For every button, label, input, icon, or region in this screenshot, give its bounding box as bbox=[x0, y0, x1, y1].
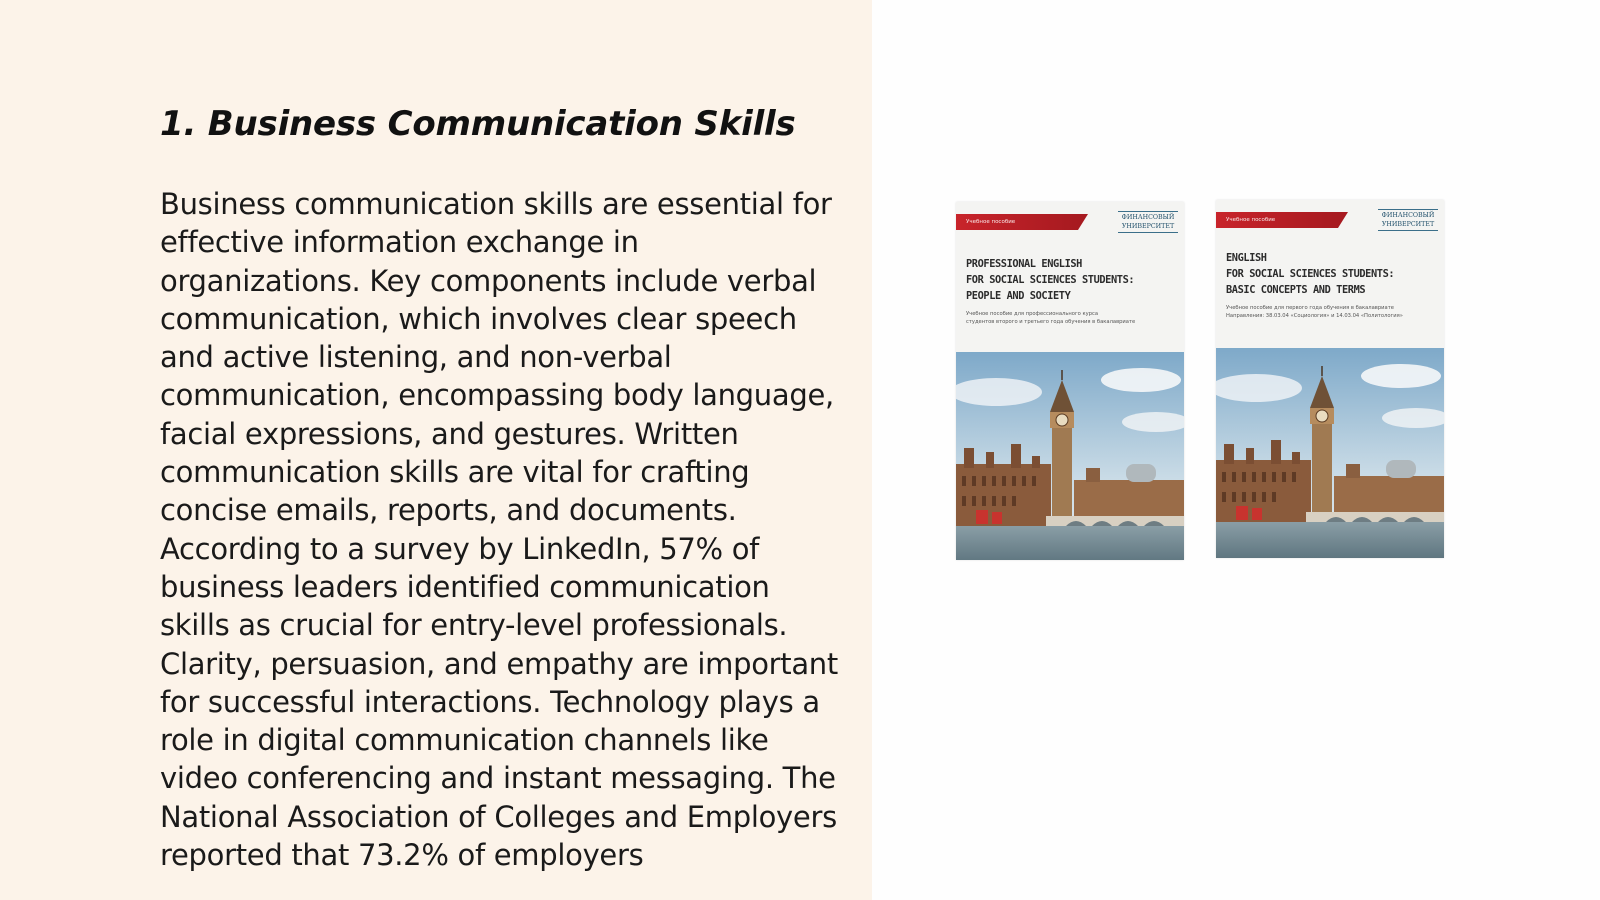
book-cover-english-basic-concepts bbox=[1216, 200, 1444, 558]
book-subtitle-line: студентов второго и третьего года обучения в бакалавриате bbox=[966, 319, 1136, 325]
book-subtitle-line: Направления: 38.03.04 «Социология» и 14.03.04 «Политология» bbox=[1226, 313, 1403, 319]
book-subtitle-line: Учебное пособие для профессионального курса bbox=[966, 311, 1099, 317]
book-title-line: PROFESSIONAL ENGLISH bbox=[966, 258, 1082, 270]
slide-body-text: Business communication skills are essential for effective information exchange in organizations. Key components include verbal communication, which involves clear speech and active listening, and non-verbal communication, encompassing body language, facial expressions, and gestures. Written communication skills are vital for crafting concise emails, reports, and documents. According to a survey by LinkedIn, 57% of business leaders identified communication skills as crucial for entry-level professionals. Clarity, persuasion, and empathy are important for successful interactions. Technology plays a role in digital communication channels like video conferencing and instant messaging. The National Association of Colleges and Employers reported that 73.2% of employers bbox=[160, 187, 838, 873]
big-ben-illustration bbox=[956, 352, 1184, 560]
university-logo: ФИНАНСОВЫЙ УНИВЕРСИТЕТ bbox=[1378, 209, 1438, 231]
big-ben-photo bbox=[1216, 348, 1444, 558]
slide-title: 1. Business Communication Skills bbox=[160, 104, 796, 144]
book-title bbox=[1226, 250, 1436, 320]
book-title-line: PEOPLE AND SOCIETY bbox=[966, 290, 1071, 302]
book-title-line: BASIC CONCEPTS AND TERMS bbox=[1226, 284, 1366, 296]
book-title bbox=[966, 256, 1176, 326]
book-series-label: Учебное пособие bbox=[1216, 212, 1338, 228]
book-subtitle bbox=[966, 310, 1176, 326]
book-title-line: ENGLISH bbox=[1226, 252, 1267, 264]
book-subtitle bbox=[1226, 304, 1436, 320]
book-title-line: FOR SOCIAL SCIENCES STUDENTS: bbox=[966, 274, 1135, 286]
book-subtitle-line: Учебное пособие для первого года обучения в бакалавриате bbox=[1226, 305, 1394, 311]
book-title-line: FOR SOCIAL SCIENCES STUDENTS: bbox=[1226, 268, 1395, 280]
book-cover-professional-english bbox=[956, 202, 1184, 560]
university-logo: ФИНАНСОВЫЙ УНИВЕРСИТЕТ bbox=[1118, 211, 1178, 233]
big-ben-illustration bbox=[1216, 348, 1444, 558]
book-series-label: Учебное пособие bbox=[956, 214, 1078, 230]
big-ben-photo bbox=[956, 352, 1184, 560]
